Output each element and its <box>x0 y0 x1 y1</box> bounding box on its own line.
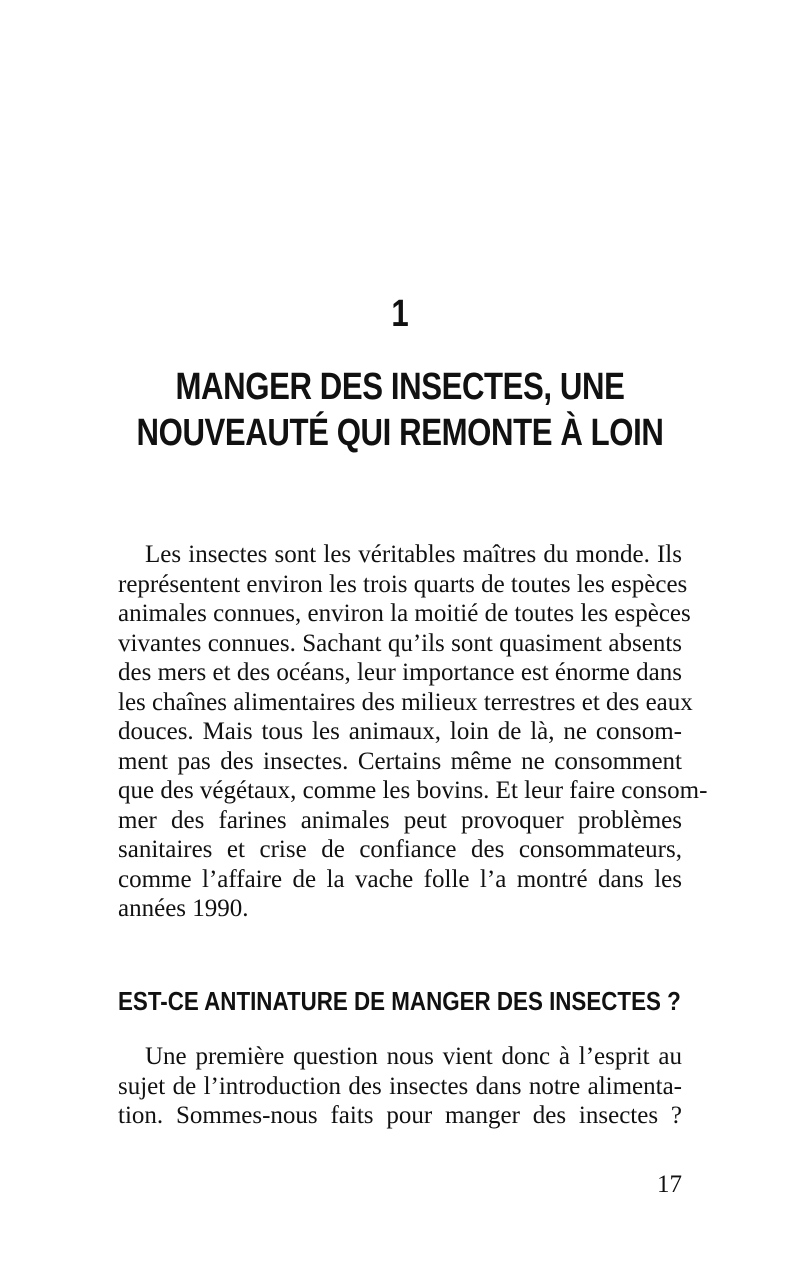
text-line: ment pas des insectes. Certains même ne consomment <box>118 747 682 775</box>
text-line: Les insectes sont les véritables maîtres du monde. Ils <box>145 541 682 568</box>
text-line: animales connues, environ la moitié de toutes les espèces <box>118 600 691 627</box>
text-line: les chaînes alimentaires des milieux terrestres et des eaux <box>118 688 693 716</box>
chapter-title <box>105 364 695 456</box>
paragraph-question <box>118 1042 682 1131</box>
text-line: sanitaires et crise de confiance des consommateurs, <box>118 836 682 863</box>
section-heading: EST-CE ANTINATURE DE MANGER DES INSECTES ? <box>118 986 681 1016</box>
text-line: mer des farines animales peut provoquer problèmes <box>118 806 682 834</box>
chapter-title-line: MANGER DES INSECTES, UNE <box>175 366 625 408</box>
text-line: douces. Mais tous les animaux, loin de là, ne consom- <box>118 718 682 745</box>
text-line: comme l’affaire de la vache folle l’a montré dans les <box>118 865 682 893</box>
chapter-number: 1 <box>391 293 409 335</box>
text-line: des mers et des océans, leur importance est énorme dans <box>118 659 682 686</box>
page-number: 17 <box>657 1171 682 1198</box>
text-line: représentent environ les trois quarts de toutes les espèces <box>118 570 688 598</box>
text-line: Une première question nous vient donc à l’esprit au <box>145 1043 682 1070</box>
text-line: vivantes connues. Sachant qu’ils sont quasiment absents <box>118 629 682 657</box>
text-line: tion. Sommes-nous faits pour manger des insectes ? <box>118 1102 682 1129</box>
text-line: sujet de l’introduction des insectes dans notre alimenta- <box>118 1072 682 1100</box>
chapter-title-line: NOUVEAUTÉ QUI REMONTE À LOIN <box>136 412 664 454</box>
text-line: que des végétaux, comme les bovins. Et leur faire consom- <box>118 777 708 804</box>
paragraph-intro <box>118 540 708 924</box>
text-line: années 1990. <box>118 895 249 922</box>
